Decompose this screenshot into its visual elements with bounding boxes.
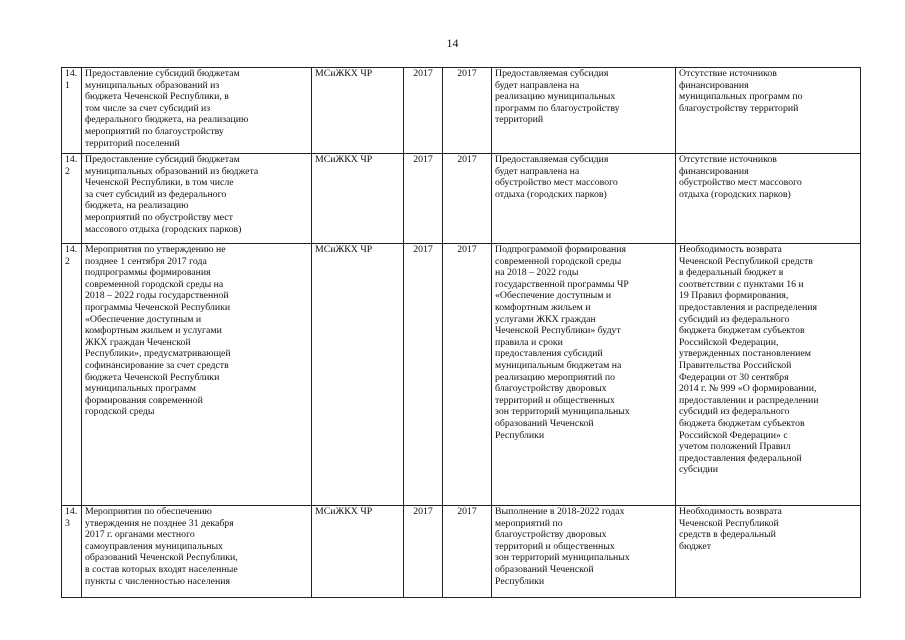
result-cell [492, 244, 676, 506]
consequence-text: Отсутствие источников финансирования обустройство мест массового отдыха (городских парков) [679, 154, 802, 200]
year-start: 2017 [413, 244, 433, 255]
row-number: 14.3 [65, 506, 78, 529]
result-text: Предоставляемая субсидия будет направлена на реализацию муниципальных программ по благоустройству территорий [495, 68, 620, 126]
year-start: 2017 [413, 506, 433, 517]
executor-text: МСиЖКХ ЧР [315, 244, 373, 255]
year-start-cell [404, 244, 443, 506]
consequence-cell [676, 506, 861, 598]
row-number-cell [62, 154, 82, 244]
row-number: 14.2 [65, 244, 78, 267]
result-cell [492, 154, 676, 244]
year-end-cell [443, 154, 492, 244]
activity-cell [82, 244, 312, 506]
executor-text: МСиЖКХ ЧР [315, 506, 373, 517]
year-end-cell [443, 68, 492, 154]
table-row [62, 506, 861, 598]
year-end: 2017 [457, 154, 477, 165]
year-end-cell [443, 244, 492, 506]
executor-cell [312, 506, 404, 598]
year-end: 2017 [457, 68, 477, 79]
consequence-cell [676, 244, 861, 506]
page-number: 14 [446, 36, 459, 50]
consequence-text: Необходимость возврата Чеченской Республикой средств в федеральный бюджет в соответствии с пунктами 16 и 19 Правил формирования, предоставления и распределения субсидий из федерального бюджета бюджетам субъектов Российской Федерации, утвержденных постановлением Правительства Российской Федерации от 30 сентября 2014 г. № 999 «О формировании, предоставлении и распределении субсидий из федерального бюджета бюджетам субъектов Российской Федерации» с учетом положений Правил предоставления федеральной субсидии [679, 244, 819, 476]
executor-cell [312, 244, 404, 506]
row-number: 14.2 [65, 154, 78, 177]
activity-text: Мероприятия по обеспечению утверждения не позднее 31 декабря 2017 г. органами местного самоуправления муниципальных образований Чеченской Республики, в состав которых входят населенные пункты с численностью населения [85, 506, 238, 587]
activity-cell [82, 68, 312, 154]
activity-text: Предоставление субсидий бюджетам муниципальных образований из бюджета Чеченской Республики, в том числе за счет субсидий из федерального бюджета, на реализацию мероприятий по благоустройству территорий поселений [85, 68, 249, 149]
consequence-cell [676, 154, 861, 244]
year-start-cell [404, 154, 443, 244]
executor-cell [312, 68, 404, 154]
year-start-cell [404, 68, 443, 154]
activity-text: Мероприятия по утверждению не позднее 1 сентября 2017 года подпрограммы формирования современной городской среды на 2018 – 2022 годы государственной программы Чеченской Республики «Обеспечение доступным и комфортным жильем и услугами ЖКХ граждан Чеченской Республики», предусматривающей софинансирование за счет средств бюджета Чеченской Республики муниципальных программ формирования современной городской среды [85, 244, 231, 418]
year-end-cell [443, 506, 492, 598]
row-number-cell [62, 506, 82, 598]
consequence-text: Отсутствие источников финансирования муниципальных программ по благоустройству территорий [679, 68, 803, 114]
consequence-text: Необходимость возврата Чеченской Республикой средств в федеральный бюджет [679, 506, 782, 552]
table-row [62, 68, 861, 154]
activity-cell [82, 154, 312, 244]
executor-text: МСиЖКХ ЧР [315, 68, 373, 79]
year-end: 2017 [457, 506, 477, 517]
result-cell [492, 506, 676, 598]
row-number-cell [62, 244, 82, 506]
year-end: 2017 [457, 244, 477, 255]
year-start-cell [404, 506, 443, 598]
result-text: Выполнение в 2018-2022 годах мероприятий по благоустройству дворовых территорий и общественных зон территорий муниципальных образований Чеченской Республики [495, 506, 630, 587]
year-start: 2017 [413, 154, 433, 165]
result-cell [492, 68, 676, 154]
consequence-cell [676, 68, 861, 154]
activity-text: Предоставление субсидий бюджетам муниципальных образований из бюджета Чеченской Республики, в том числе за счет субсидий из федерального бюджета, на реализацию мероприятий по обустройству мест массового отдыха (городских парков) [85, 154, 259, 235]
executor-text: МСиЖКХ ЧР [315, 154, 373, 165]
result-text: Подпрограммой формирования современной городской среды на 2018 – 2022 годы государственной программы ЧР «Обеспечение доступным и комфортным жильем и услугами ЖКХ граждан Чеченской Республики» будут правила и сроки предоставления субсидий муниципальным бюджетам на реализацию мероприятий по благоустройству дворовых территорий и общественных зон территорий муниципальных образований Чеченской Республики [495, 244, 630, 441]
executor-cell [312, 154, 404, 244]
row-number-cell [62, 68, 82, 154]
table-row [62, 244, 861, 506]
measures-table [61, 67, 861, 598]
activity-cell [82, 506, 312, 598]
year-start: 2017 [413, 68, 433, 79]
table-row [62, 154, 861, 244]
row-number: 14.1 [65, 68, 78, 91]
result-text: Предоставляемая субсидия будет направлена на обустройство мест массового отдыха (городских парков) [495, 154, 618, 200]
